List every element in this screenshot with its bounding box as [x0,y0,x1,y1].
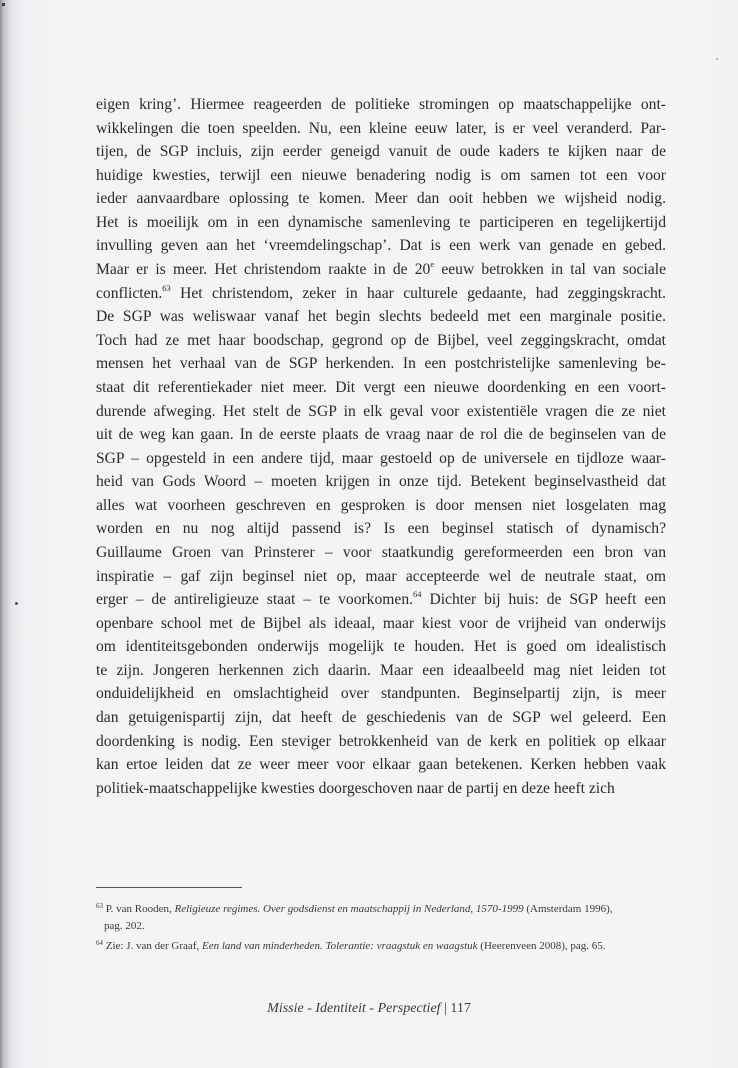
footnote-number: 63 [96,902,103,910]
text-line [96,541,666,565]
text-segment: SGP – opgesteld in een andere tijd, maar gestoeld op de universele en tijdloze waar- [96,449,666,467]
text-segment: Het christendom, zeker in haar culturele gedaante, had zeggingskracht. [170,284,666,302]
text-segment: huidige kwesties, terwijl een nieuwe benadering nodig is om samen tot een voor [96,166,666,184]
scan-speck [716,58,718,60]
text-segment: invulling geven aan het ‘vreemdelingschap’. Dat is een werk van genade en gebed. [96,237,666,255]
text-line [96,659,666,683]
text-line [96,400,666,424]
scan-speck [15,602,18,605]
text-segment: eeuw betrokken in tal van sociale [434,261,666,279]
text-segment: kan ertoe leiden dat ze weer meer voor elkaar gaan betekenen. Kerken hebben vaak [96,756,666,774]
text-line [96,376,666,400]
text-segment: erger – de antireligieuze staat – te voorkomen. [96,591,414,609]
text-line [96,305,666,329]
text-segment: openbare school met de Bijbel als ideaal, maar kiest voor de vrijheid van onderwijs [96,614,666,632]
text-segment: durende afweging. Het stelt de SGP in elk geval voor existentiële vragen die ze niet [96,402,666,420]
note-marker: 63 [162,282,171,293]
text-line [96,423,666,447]
text-segment: onduidelijkheid en omslachtigheid over standpunten. Beginselpartij zijn, is meer [96,685,666,703]
footnote-author: Zie: J. van der Graaf, [103,940,202,952]
text-line [96,730,666,754]
text-segment: worden en nu nog altijd passend is? Is een beginsel statisch of dynamisch? [96,520,666,538]
footnotes [96,901,670,955]
text-segment: doordenking is nodig. Een steviger betrokkenheid van de kerk en politiek op elkaar [96,732,666,750]
text-segment: dan getuigenispartij zijn, dat heeft de geschiedenis van de SGP wel geleerd. Een [96,709,666,727]
text-segment: Guillaume Groen van Prinsterer – voor staatkundig gereformeerden een bron van [96,543,666,561]
footnote-publication: (Amsterdam 1996), [523,903,613,915]
footnote-separator [96,887,242,888]
text-line [96,187,666,211]
text-segment: ieder aanvaardbare oplossing te komen. Meer dan ooit hebben we wijsheid nodig. [96,190,666,208]
text-segment: om identiteitsgebonden onderwijs mogelijk te houden. Het is goed om idealistisch [96,638,666,656]
text-line [96,470,666,494]
running-title: Missie - Identiteit - Perspectief [267,1001,441,1016]
body-text [96,93,666,800]
footer-separator: | [440,1001,451,1016]
text-line [96,682,666,706]
text-segment: Dichter bij huis: de SGP heeft een [421,591,666,609]
text-segment: Het is moeilijk om in een dynamische samenleving te participeren en tegelijkertijd [96,213,666,231]
footnote [96,901,670,935]
text-segment: eigen kring’. Hiermee reageerden de politieke stromingen op maatschappelijke ont- [96,96,666,113]
text-line [96,447,666,471]
text-segment: heid van Gods Woord – moeten krijgen in onze tijd. Betekent beginselvastheid dat [96,473,666,491]
text-line [96,258,666,282]
note-marker: 64 [413,589,422,600]
text-line [96,612,666,636]
text-line [96,117,666,141]
text-line [96,140,666,164]
text-line [96,234,666,258]
text-segment: alles wat voorheen geschreven en gesproken is door mensen niet losgelaten mag [96,496,666,514]
text-segment: te zijn. Jongeren herkennen zich daarin. Maar een ideaalbeeld mag niet leiden tot [96,661,666,679]
text-line [96,565,666,589]
text-line [96,211,666,235]
page-footer [0,1001,738,1017]
text-segment: conflicten. [96,284,163,302]
text-segment: uit de weg kan gaan. In de eerste plaats de vraag naar de rol die de beginselen van de [96,426,666,444]
text-line [96,494,666,518]
text-line [96,164,666,188]
text-segment: Maar er is meer. Het christendom raakte in de 20 [96,261,431,279]
text-segment: mensen het verhaal van de SGP herkenden. In een postchristelijke samenleving be- [96,355,666,373]
text-line [96,753,666,777]
text-line [96,282,666,306]
text-line [96,777,666,801]
footnote-continuation: pag. 202. [104,920,145,932]
page-number: 117 [450,1001,471,1016]
footnote-title: Religieuze regimes. Over godsdienst en maatschappij in Nederland, 1570-1999 [174,903,524,915]
text-segment: inspiratie – gaf zijn beginsel niet op, maar accepteerde wel de neutrale staat, om [96,567,666,585]
text-segment: wikkelingen die toen speelden. Nu, een kleine eeuw later, is er veel veranderd. Par- [96,119,666,137]
text-line [96,517,666,541]
footnote-publication: (Heerenveen 2008), pag. 65. [477,940,606,952]
footnote-title: Een land van minderheden. Tolerantie: vraagstuk en waagstuk [201,940,478,952]
text-segment: De SGP was weliswaar vanaf het begin slechts bedeeld met een marginale positie. [96,308,666,326]
text-segment: politiek-maatschappelijke kwesties doorgeschoven naar de partij en deze heeft zich [96,779,615,797]
footnote [96,938,670,955]
footnote-number: 64 [96,939,103,947]
scan-mark [2,3,5,6]
text-line [96,635,666,659]
footnote-author: P. van Rooden, [103,903,175,915]
text-line [96,588,666,612]
text-line [96,93,666,117]
text-segment: staat dit referentiekader niet meer. Dit vergt een nieuwe doordenking en een voort- [96,378,666,396]
text-line [96,329,666,353]
text-line [96,352,666,376]
note-marker: e [430,259,435,270]
text-segment: tijen, de SGP incluis, zijn eerder geneigd vanuit de oude kaders te kijken naar de [96,143,666,161]
text-segment: Toch had ze met haar boodschap, gegrond op de Bijbel, veel zeggingskracht, omdat [96,331,666,349]
text-line [96,706,666,730]
